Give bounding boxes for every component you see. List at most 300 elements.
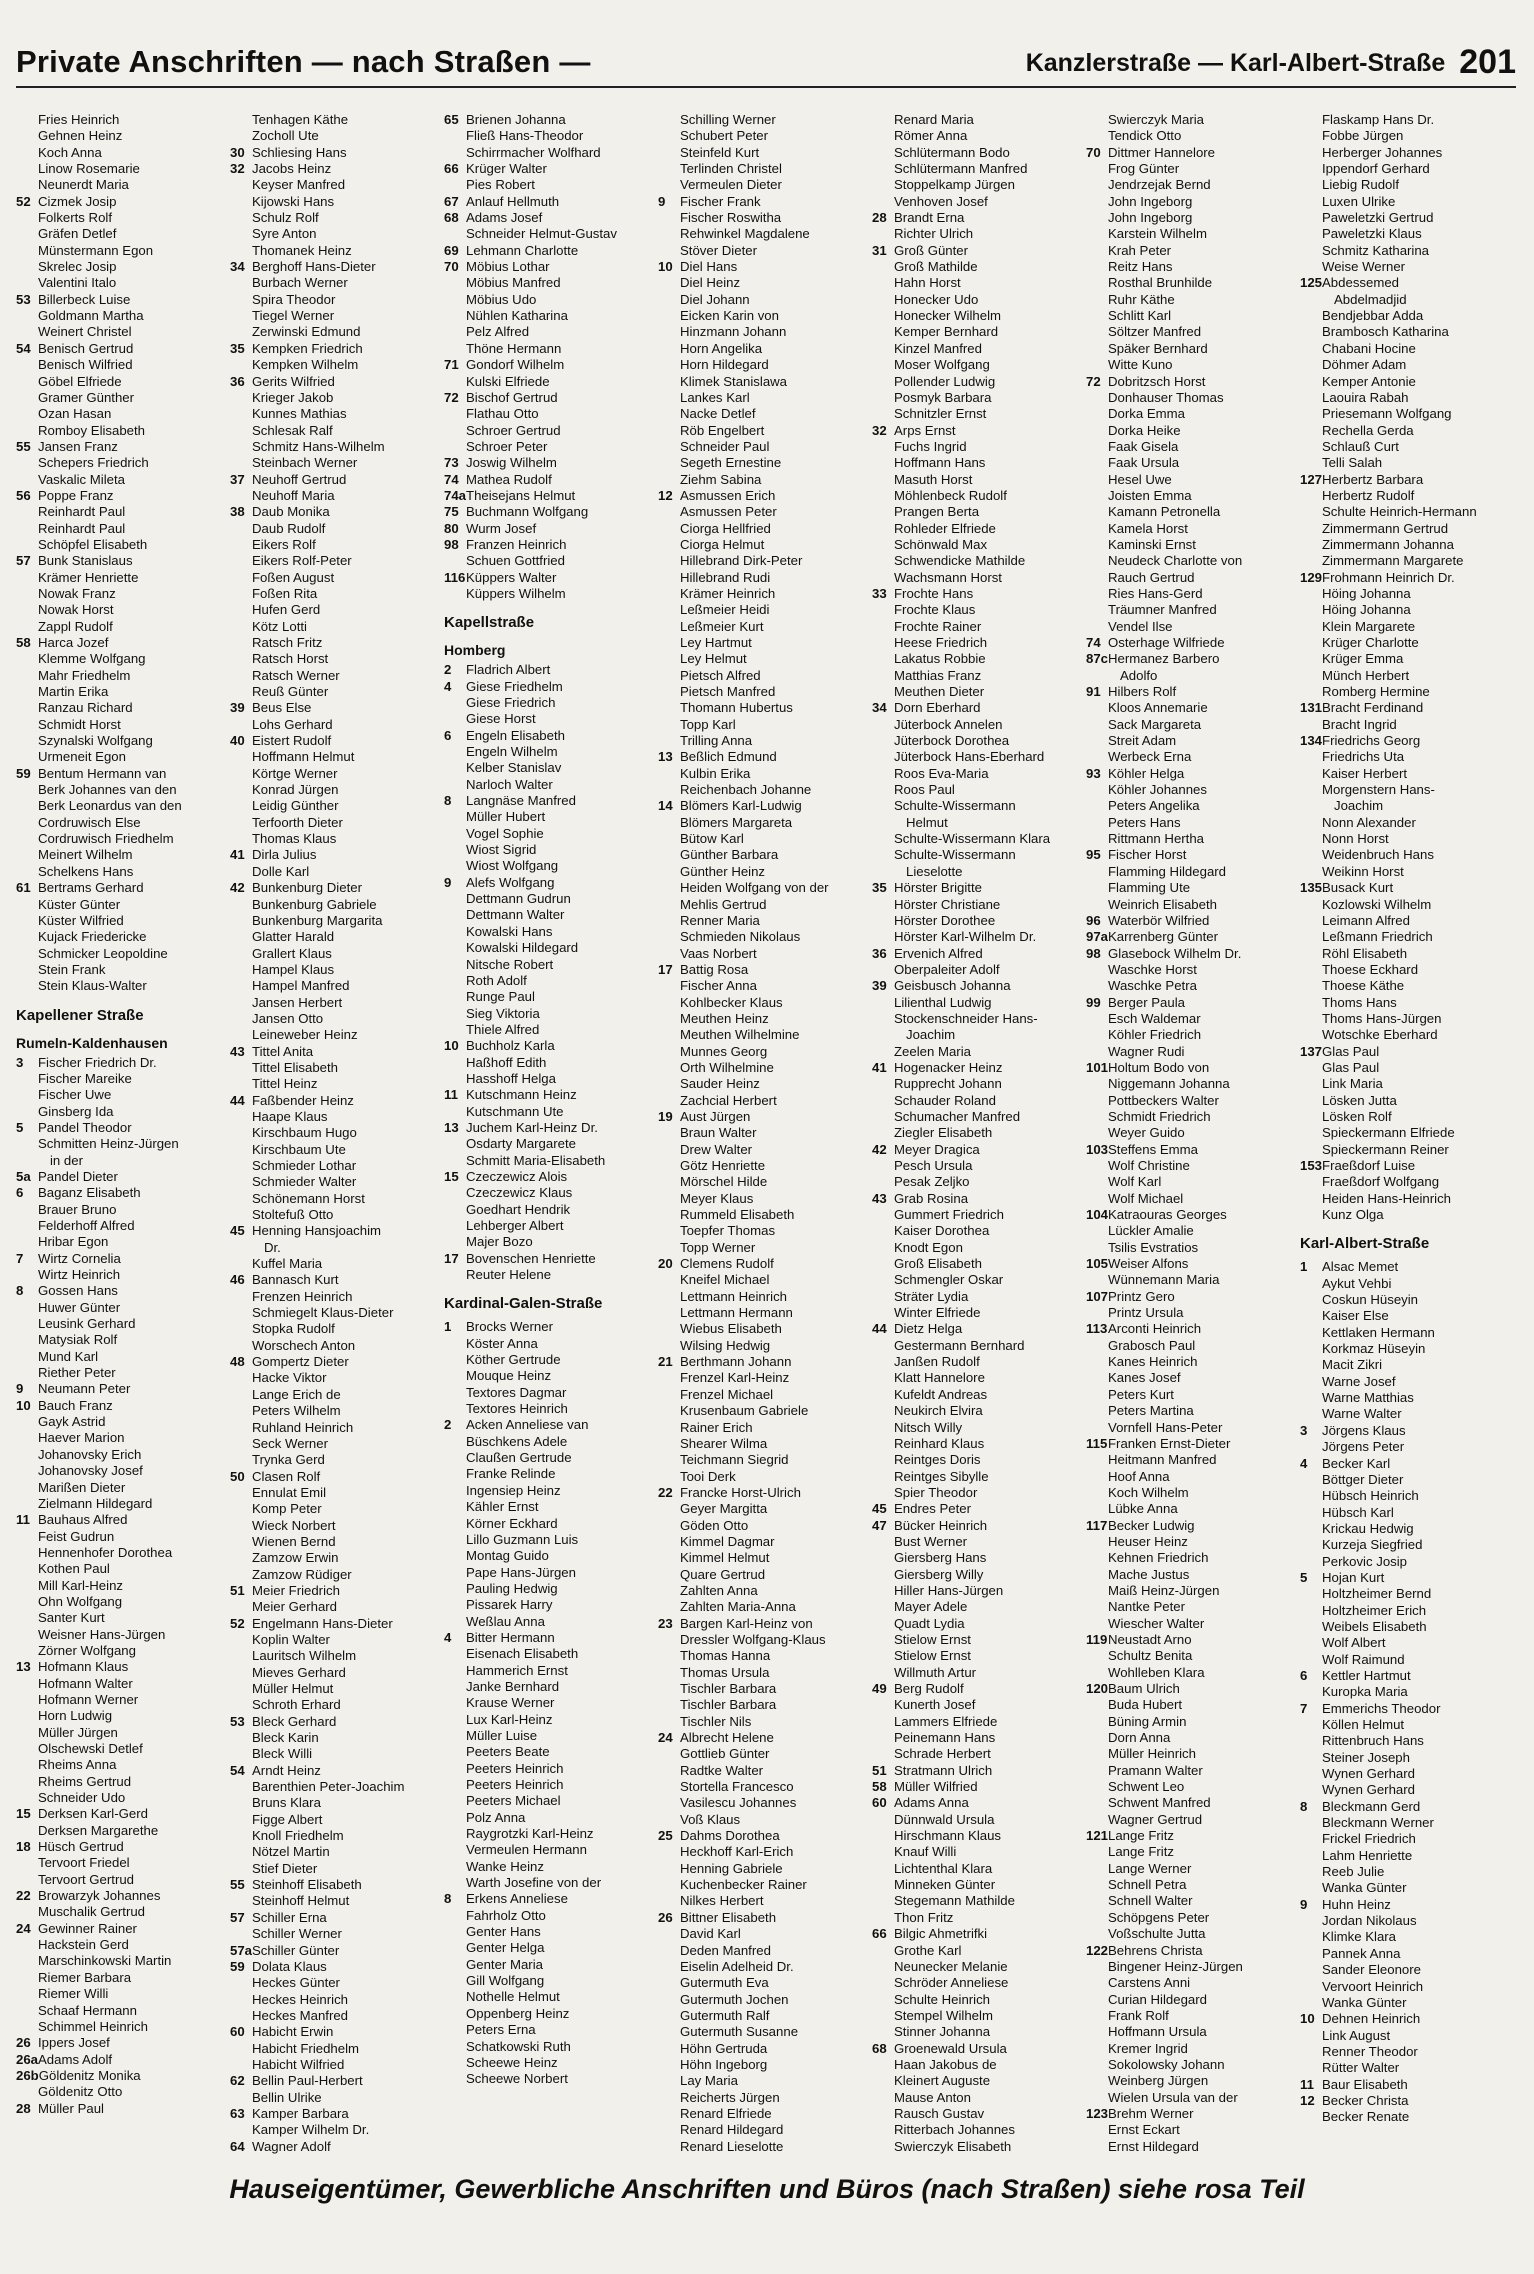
resident-name: Kremer Ingrid xyxy=(1108,2040,1188,2056)
resident-entry xyxy=(16,455,230,471)
resident-name: Küppers Walter xyxy=(466,569,557,585)
resident-name: Reeb Julie xyxy=(1322,1864,1385,1880)
resident-name: Bracht Ferdinand xyxy=(1322,700,1424,716)
resident-entry xyxy=(1086,1910,1300,1926)
resident-name: Kemper Antonie xyxy=(1322,373,1416,389)
resident-name: Vornfell Hans-Peter xyxy=(1108,1419,1223,1435)
house-number: 10 xyxy=(658,259,673,275)
resident-entry xyxy=(444,1973,658,1989)
resident-entry xyxy=(230,684,444,700)
resident-name: Lux Karl-Heinz xyxy=(466,1711,553,1727)
resident-name: Riemer Willi xyxy=(38,1986,109,2002)
resident-entry xyxy=(658,570,872,586)
resident-name: Cordruwisch Else xyxy=(38,814,141,830)
resident-entry xyxy=(444,226,658,242)
resident-name: Meuthen Dieter xyxy=(894,684,985,700)
resident-name: Münstermann Egon xyxy=(38,242,154,258)
resident-name: Zappl Rudolf xyxy=(38,618,113,634)
house-number: 121 xyxy=(1086,1828,1109,1844)
resident-entry xyxy=(230,1550,444,1566)
house-number xyxy=(230,406,252,422)
resident-name: Wiebus Elisabeth xyxy=(680,1321,782,1337)
resident-name: Weiser Alfons xyxy=(1108,1256,1189,1272)
resident-entry xyxy=(16,1316,230,1332)
resident-name: Waschke Petra xyxy=(1108,978,1197,994)
resident-entry xyxy=(230,275,444,291)
resident-name: Prangen Berta xyxy=(894,504,980,520)
house-number: 11 xyxy=(1300,2076,1314,2092)
resident-name: Höhn Ingeborg xyxy=(680,2056,768,2072)
resident-name: Venhoven Josef xyxy=(894,193,988,209)
resident-name: Link August xyxy=(1322,2027,1391,2043)
resident-entry xyxy=(1300,1619,1514,1635)
resident-entry xyxy=(1300,1635,1514,1651)
resident-name: Peters Angelika xyxy=(1108,798,1200,814)
resident-name: Kempken Wilhelm xyxy=(252,357,359,373)
house-number xyxy=(16,619,38,635)
resident-name: Kothen Paul xyxy=(38,1561,110,1577)
header-right xyxy=(1026,43,1516,86)
resident-name: Dorka Heike xyxy=(1108,422,1181,438)
resident-name: Hillebrand Dirk-Peter xyxy=(680,553,803,569)
resident-name: Kanes Heinrich xyxy=(1108,1354,1198,1370)
resident-name: Kowalski Hildegard xyxy=(466,940,579,956)
house-number xyxy=(16,1545,38,1561)
house-number xyxy=(16,1300,38,1316)
resident-entry xyxy=(230,423,444,439)
resident-name: Hörster Dorothee xyxy=(894,912,996,928)
resident-name: Textores Heinrich xyxy=(466,1401,568,1417)
house-number xyxy=(872,226,894,242)
house-number: 7 xyxy=(16,1250,24,1266)
resident-name: Polz Anna xyxy=(466,1809,526,1825)
house-number xyxy=(1300,1766,1322,1782)
house-number xyxy=(872,2122,894,2138)
resident-entry xyxy=(1300,962,1514,978)
resident-name: Eiselin Adelheid Dr. xyxy=(680,1958,794,1974)
house-number xyxy=(230,128,252,144)
resident-entry xyxy=(1086,1616,1300,1632)
resident-name: Cizmek Josip xyxy=(38,193,117,209)
resident-entry xyxy=(658,1256,872,1272)
resident-entry xyxy=(16,733,230,749)
resident-entry xyxy=(658,700,872,716)
house-number: 8 xyxy=(444,1891,452,1907)
house-number xyxy=(444,711,466,727)
house-number xyxy=(444,1744,466,1760)
house-number xyxy=(230,1142,252,1158)
resident-name: Meier Friedrich xyxy=(252,1582,340,1598)
house-number xyxy=(444,1695,466,1711)
resident-entry xyxy=(658,668,872,684)
house-number xyxy=(872,1125,894,1141)
house-number xyxy=(1086,2041,1108,2057)
resident-name: Lammers Elfriede xyxy=(894,1713,998,1729)
house-number xyxy=(658,1648,680,1664)
resident-name: Wiescher Walter xyxy=(1108,1615,1205,1631)
house-number xyxy=(872,521,894,537)
resident-name: Krüger Charlotte xyxy=(1322,635,1419,650)
house-number xyxy=(444,1104,466,1120)
house-number xyxy=(1300,684,1322,700)
resident-name: Rütter Walter xyxy=(1322,2060,1400,2076)
resident-name: Wotschke Eberhard xyxy=(1322,1027,1438,1043)
resident-name: Lettmann Hermann xyxy=(680,1305,793,1321)
resident-name: Steinhoff Helmut xyxy=(252,1893,350,1909)
resident-name: Klimke Klara xyxy=(1322,1929,1397,1945)
entry-continuation xyxy=(872,815,1086,831)
house-number xyxy=(658,2106,680,2122)
resident-name: Heitmann Manfred xyxy=(1108,1452,1217,1468)
house-number: 95 xyxy=(1086,847,1101,863)
resident-name: Reitz Hans xyxy=(1108,259,1173,275)
resident-name: Lieselotte xyxy=(906,863,963,879)
resident-entry xyxy=(658,128,872,144)
resident-name: Flamming Ute xyxy=(1108,880,1191,896)
house-number xyxy=(872,684,894,700)
resident-name: Berk Johannes van den xyxy=(38,782,177,798)
resident-entry xyxy=(658,243,872,259)
resident-entry xyxy=(658,798,872,814)
resident-entry xyxy=(658,161,872,177)
resident-entry xyxy=(872,1093,1086,1109)
house-number xyxy=(872,1027,894,1043)
resident-name: Hiller Hans-Jürgen xyxy=(894,1582,1004,1598)
resident-name: Valentini Italo xyxy=(38,275,117,291)
resident-name: Leineweber Heinz xyxy=(252,1027,358,1043)
resident-entry xyxy=(1086,1109,1300,1125)
house-number xyxy=(444,989,466,1005)
resident-entry xyxy=(1300,1554,1514,1570)
resident-entry xyxy=(658,194,872,210)
resident-entry xyxy=(230,1730,444,1746)
resident-name: Erkens Anneliese xyxy=(466,1891,568,1907)
resident-name: Wielen Ursula van der xyxy=(1108,2089,1238,2105)
house-number: 46 xyxy=(230,1272,245,1288)
resident-entry xyxy=(1086,1321,1300,1337)
resident-name: Richter Ulrich xyxy=(894,226,974,242)
resident-entry xyxy=(444,406,658,422)
house-number xyxy=(16,684,38,700)
resident-entry xyxy=(1300,1191,1514,1207)
house-number xyxy=(444,1185,466,1201)
resident-name: Müller Wilfried xyxy=(894,1779,978,1795)
resident-entry xyxy=(230,1256,444,1272)
resident-entry xyxy=(1300,946,1514,962)
resident-entry xyxy=(1300,2109,1514,2125)
house-number xyxy=(872,570,894,586)
resident-name: Spieckermann Reiner xyxy=(1322,1141,1449,1157)
house-number xyxy=(230,1567,252,1583)
resident-name: Adams Josef xyxy=(466,210,543,226)
resident-name: Horn Ludwig xyxy=(38,1708,113,1724)
resident-entry xyxy=(1300,1439,1514,1455)
resident-entry xyxy=(444,1319,658,1335)
house-number xyxy=(1086,275,1108,291)
house-number: 66 xyxy=(444,161,459,177)
resident-name: Wiost Sigrid xyxy=(466,842,537,858)
resident-name: Ratsch Horst xyxy=(252,651,329,667)
house-number xyxy=(1086,423,1108,439)
house-number: 59 xyxy=(16,765,31,781)
resident-entry xyxy=(1086,1191,1300,1207)
house-number xyxy=(658,1142,680,1158)
resident-name: Schelkens Hans xyxy=(38,863,134,879)
house-number xyxy=(1086,537,1108,553)
resident-name: Teichmann Siegrid xyxy=(680,1452,789,1468)
house-number xyxy=(658,2090,680,2106)
house-number xyxy=(1300,1521,1322,1537)
resident-entry xyxy=(872,1240,1086,1256)
resident-name: Groenewald Ursula xyxy=(894,2040,1007,2056)
house-number xyxy=(230,1861,252,1877)
house-number xyxy=(230,1926,252,1942)
resident-name: Jacobs Heinz xyxy=(252,161,332,177)
house-number xyxy=(872,782,894,798)
resident-name: Eisenach Elisabeth xyxy=(466,1646,579,1662)
resident-name: Skrelec Josip xyxy=(38,259,117,275)
house-number xyxy=(1300,455,1322,471)
house-number: 53 xyxy=(230,1713,245,1729)
house-number xyxy=(658,537,680,553)
house-number xyxy=(1086,700,1108,716)
resident-entry xyxy=(230,1959,444,1975)
resident-name: Meyer Klaus xyxy=(680,1190,754,1206)
resident-entry xyxy=(230,815,444,831)
resident-name: Dettmann Walter xyxy=(466,907,565,923)
resident-name: Weßlau Anna xyxy=(466,1613,545,1629)
house-number xyxy=(230,1812,252,1828)
resident-entry xyxy=(658,537,872,553)
house-number: 19 xyxy=(658,1108,673,1124)
resident-name: Lahm Henriette xyxy=(1322,1847,1413,1863)
house-number xyxy=(872,1959,894,1975)
house-number xyxy=(444,1368,466,1384)
resident-name: Tittel Anita xyxy=(252,1043,314,1059)
house-number: 18 xyxy=(16,1839,31,1855)
house-number xyxy=(1300,946,1322,962)
house-number xyxy=(658,521,680,537)
resident-name: Schroth Erhard xyxy=(252,1697,341,1713)
resident-entry xyxy=(872,1648,1086,1664)
resident-name: Bendjebbar Adda xyxy=(1322,308,1424,324)
house-number xyxy=(230,913,252,929)
house-number xyxy=(872,2024,894,2040)
resident-entry xyxy=(1300,1174,1514,1190)
resident-name: Peeters Heinrich xyxy=(466,1777,564,1792)
house-number: 74 xyxy=(444,471,459,487)
house-number xyxy=(230,651,252,667)
house-number: 120 xyxy=(1086,1681,1109,1696)
resident-entry xyxy=(1300,929,1514,945)
house-number xyxy=(230,1665,252,1681)
resident-entry xyxy=(1086,1943,1300,1959)
resident-entry xyxy=(230,1861,444,1877)
resident-name: Tsilis Evstratios xyxy=(1108,1239,1199,1255)
resident-name: Becker Karl xyxy=(1322,1455,1391,1471)
house-number: 2 xyxy=(444,662,452,678)
resident-entry xyxy=(1086,880,1300,896)
resident-name: Alefs Wolfgang xyxy=(466,874,555,890)
house-number: 36 xyxy=(230,373,245,389)
house-number xyxy=(444,1532,466,1548)
resident-entry xyxy=(444,1940,658,1956)
house-number xyxy=(1300,1207,1322,1223)
resident-name: Radtke Walter xyxy=(680,1762,764,1778)
resident-name: Adolfo xyxy=(1120,667,1158,683)
resident-entry xyxy=(230,1714,444,1730)
resident-entry xyxy=(1300,668,1514,684)
resident-name: Joswig Wilhelm xyxy=(466,455,557,471)
resident-name: Lettmann Heinrich xyxy=(680,1288,788,1304)
resident-entry xyxy=(444,1136,658,1152)
house-number xyxy=(1300,962,1322,978)
resident-entry xyxy=(1300,684,1514,700)
house-number xyxy=(658,423,680,439)
resident-name: Thomas Ursula xyxy=(680,1664,770,1680)
house-number: 44 xyxy=(230,1092,245,1108)
house-number xyxy=(1300,1864,1322,1880)
house-number xyxy=(872,1550,894,1566)
resident-entry xyxy=(230,570,444,586)
resident-name: Baganz Elisabeth xyxy=(38,1185,141,1201)
resident-entry xyxy=(1300,439,1514,455)
resident-entry xyxy=(1086,341,1300,357)
resident-name: Peeters Michael xyxy=(466,1793,561,1809)
resident-name: Bilgic Ahmetrifki xyxy=(894,1926,988,1942)
house-number xyxy=(872,1812,894,1828)
resident-entry xyxy=(658,177,872,193)
resident-name: Diel Hans xyxy=(680,259,738,275)
resident-name: Renard Elfriede xyxy=(680,2105,772,2121)
resident-entry xyxy=(872,1321,1086,1337)
resident-name: Krah Peter xyxy=(1108,242,1172,258)
resident-entry xyxy=(1086,1256,1300,1272)
resident-name: Ingensiep Heinz xyxy=(466,1482,561,1498)
resident-entry xyxy=(658,112,872,128)
resident-entry xyxy=(872,1992,1086,2008)
entry-continuation xyxy=(872,864,1086,880)
resident-name: Bleckmann Gerd xyxy=(1322,1798,1421,1814)
resident-entry xyxy=(658,1027,872,1043)
house-number: 30 xyxy=(230,144,245,160)
resident-name: Ries Hans-Gerd xyxy=(1108,585,1203,601)
house-number: 26 xyxy=(16,2035,31,2051)
resident-name: Voß Klaus xyxy=(680,1811,741,1827)
resident-entry xyxy=(230,749,444,765)
resident-entry xyxy=(1086,1354,1300,1370)
resident-entry xyxy=(230,2041,444,2057)
resident-entry xyxy=(230,978,444,994)
resident-name: Rheims Anna xyxy=(38,1757,117,1773)
resident-entry xyxy=(872,733,1086,749)
house-number xyxy=(444,128,466,144)
resident-entry xyxy=(16,1136,230,1152)
house-number xyxy=(1300,439,1322,455)
resident-entry xyxy=(1086,619,1300,635)
resident-entry xyxy=(872,2073,1086,2089)
resident-name: in der xyxy=(50,1152,83,1168)
resident-name: Deden Manfred xyxy=(680,1942,771,1958)
resident-entry xyxy=(230,1076,444,1092)
resident-entry xyxy=(230,651,444,667)
resident-entry xyxy=(872,913,1086,929)
house-number xyxy=(1300,324,1322,340)
resident-name: Neustadt Arno xyxy=(1108,1631,1192,1647)
house-number xyxy=(16,1643,38,1659)
resident-entry xyxy=(1300,488,1514,504)
resident-name: Fraeßdorf Luise xyxy=(1322,1158,1416,1173)
resident-entry xyxy=(230,1354,444,1370)
resident-entry xyxy=(230,635,444,651)
resident-entry xyxy=(230,1191,444,1207)
house-number xyxy=(1300,766,1322,782)
resident-name: Römer Anna xyxy=(894,128,968,144)
resident-name: Tischler Barbara xyxy=(680,1697,777,1713)
resident-name: Lösken Rolf xyxy=(1322,1108,1392,1124)
resident-entry xyxy=(230,1763,444,1779)
house-number xyxy=(658,439,680,455)
resident-entry xyxy=(872,1076,1086,1092)
resident-name: Stortella Francesco xyxy=(680,1779,794,1795)
house-number xyxy=(444,1810,466,1826)
resident-entry xyxy=(16,1561,230,1577)
house-number xyxy=(230,1534,252,1550)
house-number: 42 xyxy=(230,880,245,896)
resident-entry xyxy=(658,2139,872,2154)
house-number: 57 xyxy=(230,1909,245,1925)
resident-entry xyxy=(1300,1537,1514,1553)
house-number: 28 xyxy=(872,210,887,226)
resident-name: Spier Theodor xyxy=(894,1484,978,1500)
resident-entry xyxy=(1086,1877,1300,1893)
resident-entry xyxy=(1086,2106,1300,2122)
house-number xyxy=(444,1581,466,1597)
house-number: 15 xyxy=(16,1806,31,1822)
resident-entry xyxy=(872,1354,1086,1370)
street-range: Kanzlerstraße — Karl-Albert-Straße xyxy=(1025,49,1446,77)
resident-name: Reinhard Klaus xyxy=(894,1435,985,1451)
resident-name: Krämer Henriette xyxy=(38,569,139,585)
resident-name: Osterhage Wilfriede xyxy=(1108,635,1225,650)
house-number: 11 xyxy=(444,1087,458,1103)
resident-name: John Ingeborg xyxy=(1108,193,1193,209)
house-number xyxy=(658,570,680,586)
resident-entry xyxy=(444,2055,658,2071)
house-number xyxy=(16,1708,38,1724)
resident-entry xyxy=(658,684,872,700)
resident-entry xyxy=(230,2090,444,2106)
resident-entry xyxy=(444,1169,658,1185)
house-number xyxy=(1300,2060,1322,2076)
house-number xyxy=(1086,1370,1108,1386)
resident-name: Engelmann Hans-Dieter xyxy=(252,1615,393,1631)
resident-name: Zielmann Hildegard xyxy=(38,1495,153,1511)
resident-name: Bertrams Gerhard xyxy=(38,880,144,896)
house-number xyxy=(658,1665,680,1681)
house-number xyxy=(230,1844,252,1860)
resident-entry xyxy=(658,717,872,733)
resident-entry xyxy=(230,1893,444,1909)
house-number: 67 xyxy=(444,193,459,209)
resident-name: Baum Ulrich xyxy=(1108,1681,1180,1696)
resident-name: Renard Maria xyxy=(894,112,974,127)
resident-entry xyxy=(1086,145,1300,161)
resident-name: Fließ Hans-Theodor xyxy=(466,128,584,144)
resident-name: Haan Jakobus de xyxy=(894,2056,997,2072)
resident-entry xyxy=(444,1548,658,1564)
house-number xyxy=(16,831,38,847)
